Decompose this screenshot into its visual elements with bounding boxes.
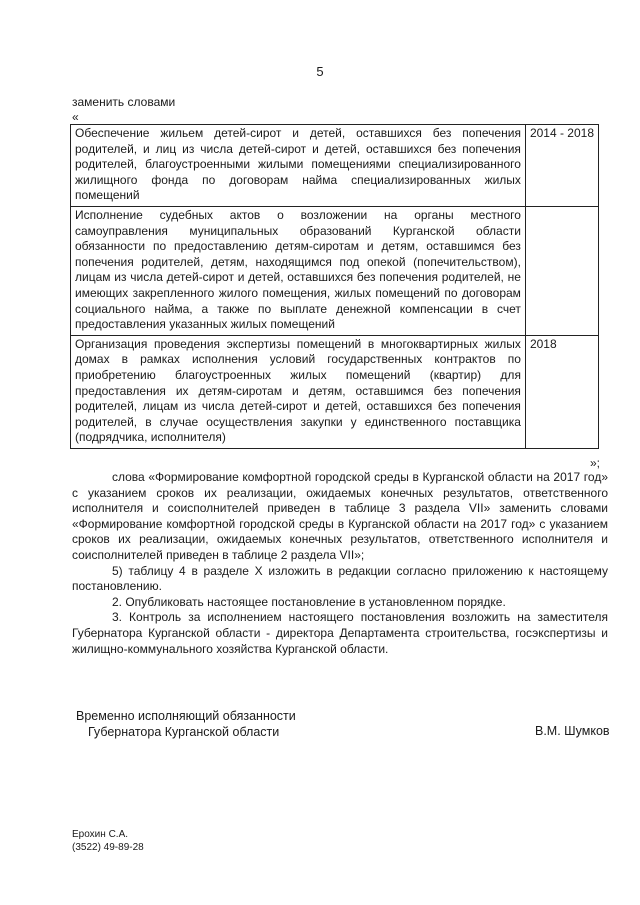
signatory-name: В.М. Шумков	[535, 724, 610, 738]
table-cell-description: Организация проведения экспертизы помещений в многоквартирных жилых домах в рамках исполнения условий государственных контрактов по приобретению благоустроенных жилых помещений (квартир) для предоставления их детям-сиротам и детям, оставшимся без попечения родителей, лицам из числа детей-сирот и детей, оставшихся без попечения родителей, в случае осуществления закупки у единственного поставщика (подрядчика, исполнителя)	[71, 335, 526, 448]
table-cell-years: 2014 - 2018	[525, 125, 598, 207]
executor-info	[72, 828, 144, 854]
table-row	[71, 335, 599, 448]
open-quote: «	[72, 110, 79, 124]
table-cell-years: 2018	[525, 335, 598, 448]
signatory-position-line1: Временно исполняющий обязанности	[76, 709, 296, 723]
table-cell-description: Обеспечение жильем детей-сирот и детей, оставшихся без попечения родителей, и лиц из числа детей-сирот и детей, оставшихся без попечения родителей, благоустроенными жилыми помещениями специализированного жилищного фонда по договорам найма специализированных жилых помещений	[71, 125, 526, 207]
table-row	[71, 125, 599, 207]
intro-text: заменить словами	[72, 95, 176, 109]
paragraph-replacement: слова «Формирование комфортной городской среды в Курганской области на 2017 год» с указанием сроков их реализации, ожидаемых конечных результатов, ответственного исполнителя и соисполнителей приведен в таблице 3 раздела VII» заменить словами «Формирование комфортной городской среды в Курганской области на 2017 год» с указанием сроков их реализации, ожидаемых конечных результатов, ответственного исполнителя и соисполнителей приведен в таблице 2 раздела VII»;	[72, 470, 608, 562]
page-number: 5	[316, 64, 324, 79]
executor-name: Ерохин С.А.	[72, 829, 129, 840]
paragraph-table-4: 5) таблицу 4 в разделе X изложить в редакции согласно приложению к настоящему постановлению.	[72, 563, 608, 594]
table-cell-description: Исполнение судебных актов о возложении на органы местного самоуправления муниципальных образований Курганской области обязанности по предоставлению детям-сиротам и детям, оставшимся без попечения родителей, детям, находящимся под опекой (попечительством), лицам из числа детей-сирот и детей, оставшихся без попечения родителей, не имеющих закрепленного жилого помещения, жилых помещений по договорам социального найма, а также по выплате денежной компенсации в счет предоставления указанных жилых помещений	[71, 206, 526, 335]
signatory-position-line2: Губернатора Курганской области	[88, 725, 280, 739]
signature-block	[76, 708, 296, 740]
executor-phone: (3522) 49-89-28	[72, 842, 144, 853]
table-row	[71, 206, 599, 335]
close-quote: »;	[590, 456, 601, 470]
paragraph-publish: 2. Опубликовать настоящее постановление в установленном порядке.	[112, 594, 506, 609]
activities-table	[70, 124, 599, 449]
paragraph-control: 3. Контроль за исполнением настоящего постановления возложить на заместителя Губернатора Курганской области - директора Департамента строительства, госэкспертизы и жилищно-коммунального хозяйства Курганской области.	[72, 610, 608, 656]
table-cell-years	[525, 206, 598, 335]
body-text	[72, 470, 608, 657]
